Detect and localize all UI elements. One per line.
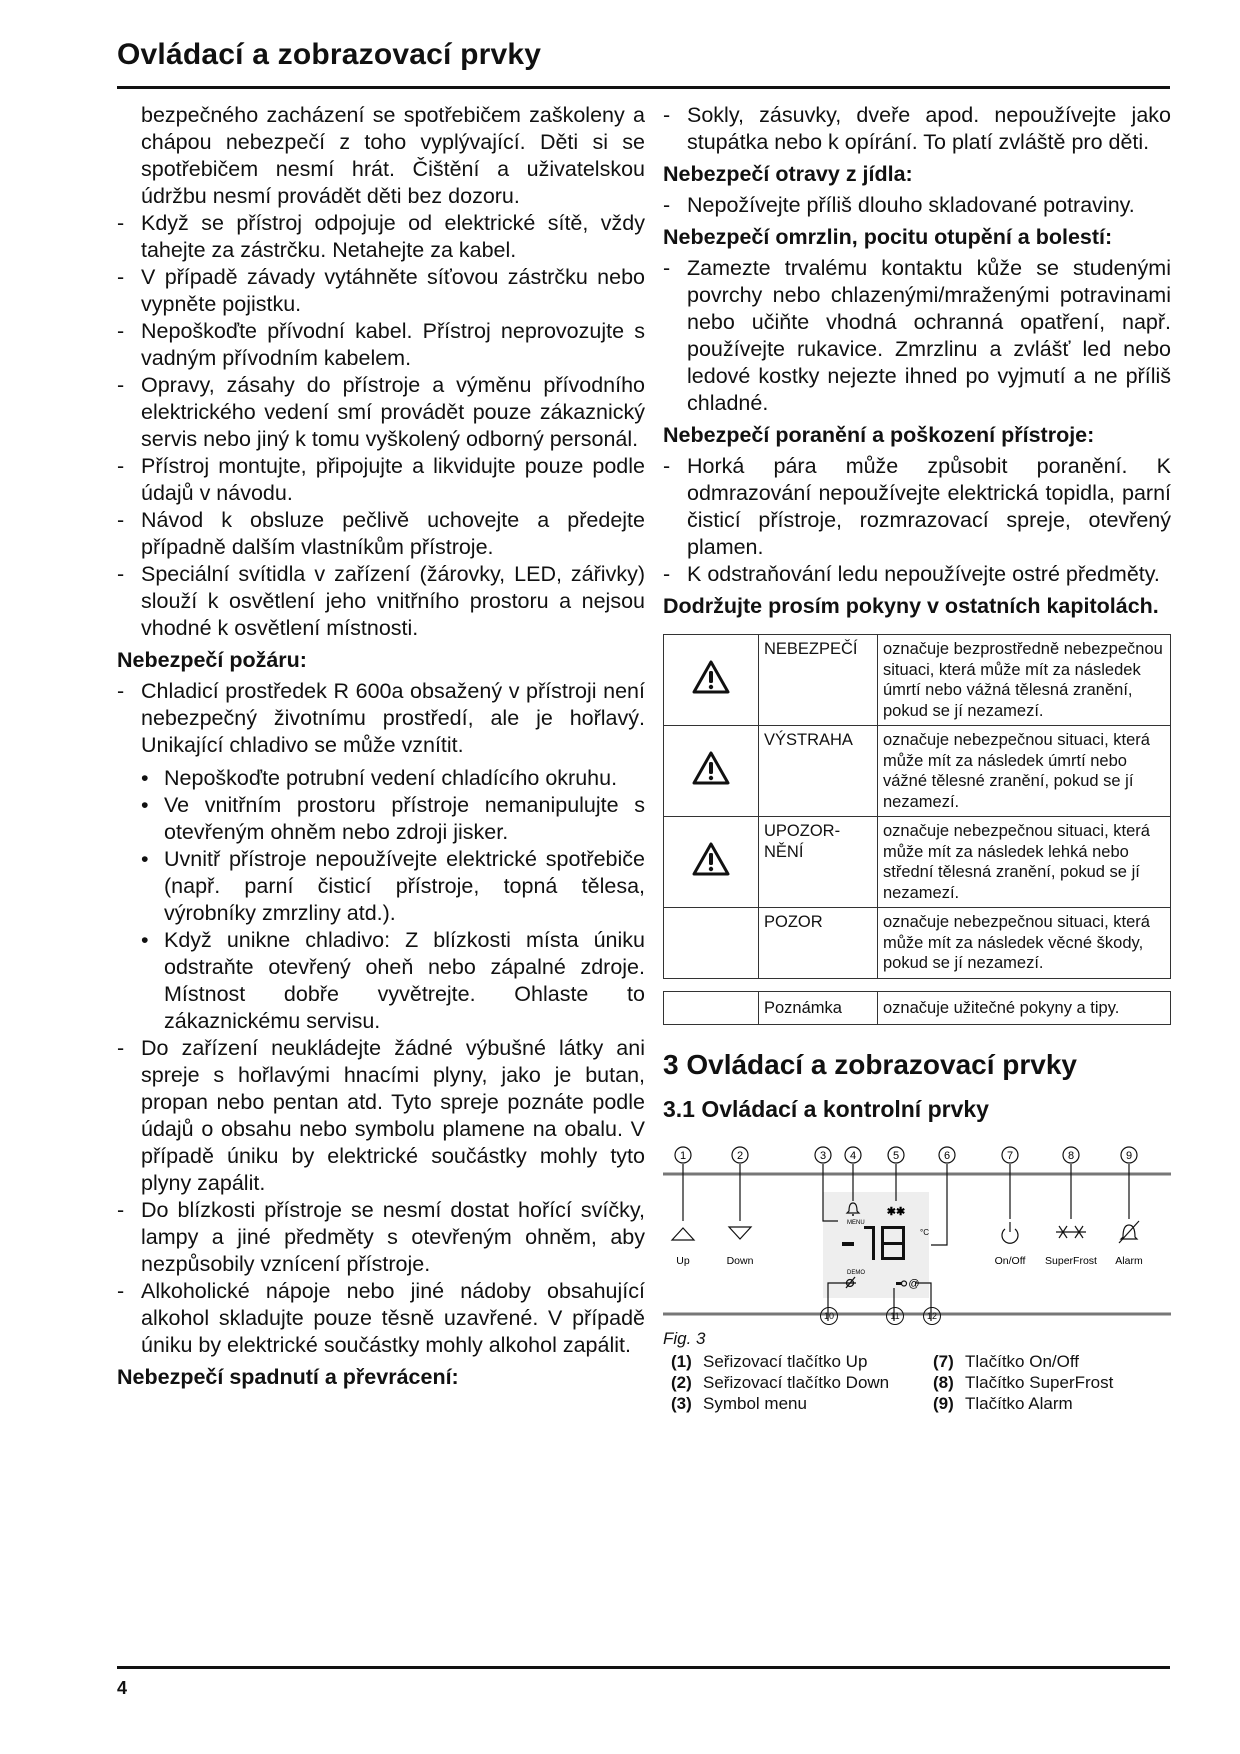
bottom-callouts (663, 1307, 1171, 1325)
warning-triangle-icon (691, 750, 731, 786)
signal-description: označuje nebezpečnou situaci, která může mít za následek úmrtí nebo vážné tělesné zranění, pokud se jí nezamezí. (878, 726, 1171, 817)
control-panel-figure (663, 1131, 1171, 1321)
legend-item: (1) Seřizovací tlačítko Up (671, 1352, 868, 1371)
warning-triangle-icon (691, 841, 731, 877)
table-row (664, 635, 1171, 726)
bullet-item: • Ve vnitřním prostoru přístroje nemanipulujte s otevřeným ohněm nebo zdroji jisker. (141, 793, 645, 844)
list-item: - Návod k obsluze pečlivě uchovejte a předejte případně dalším vlastníkům přístroje. (117, 508, 645, 559)
callout-4 (845, 1147, 861, 1163)
list-item: - Speciální svítidla v zařízení (žárovky, LED, zářivky) slouží k osvětlení jeho vnitřního prostoru a nejsou vhodné k osvětlení místnosti. (117, 562, 645, 640)
svg-text:9: 9 (1125, 1150, 1133, 1162)
fire-hazard-heading: Nebezpečí požáru: (117, 648, 307, 672)
svg-text:7: 7 (1006, 1150, 1014, 1162)
intro-paragraph: bezpečného zacházení se spotřebičem zaškoleny a chápou nebezpečí z toho vyplývající. Děti si se spotřebičem nesmí hrát. Čištění a uživatelskou údržbu nesmí provádět děti bez dozoru. (141, 103, 645, 208)
signal-description: označuje bezprostředně nebezpečnou situaci, která může mít za následek úmrtí nebo vážná tělesná zranění, pokud se jí nezamezí. (878, 635, 1171, 726)
list-item: - Zamezte trvalému kontaktu kůže se studenými povrchy nebo chlazenými/mraženými potravinami nebo učiňte vhodná ochranná opatření, např. používejte rukavice. Zmrzlinu a zvlášť led nebo ledové kostky nejezte ihned po vyjmutí a ne příliš chladné. (663, 256, 1171, 415)
superfrost-icon (1056, 1226, 1086, 1238)
svg-text:6: 6 (943, 1150, 951, 1162)
svg-text:2: 2 (736, 1150, 744, 1162)
page-header-title: Ovládací a zobrazovací prvky (117, 38, 542, 71)
list-item: - K odstraňování ledu nepoužívejte ostré předměty. (663, 562, 1160, 586)
signal-description: označuje nebezpečnou situaci, která může mít za následek věcné škody, pokud se jí nezamezí. (878, 908, 1171, 979)
list-item: - V případě závady vytáhněte síťovou zástrčku nebo vypněte pojistku. (117, 265, 645, 316)
note-description: označuje užitečné pokyny a tipy. (878, 991, 1171, 1025)
page-number: 4 (117, 1678, 128, 1698)
list-item: - Sokly, zásuvky, dveře apod. nepoužívejte jako stupátka nebo k opírání. To platí zvláště pro děti. (663, 103, 1171, 154)
safety-list (117, 210, 645, 642)
callout-6 (939, 1147, 955, 1163)
callout-12: 12 (923, 1307, 941, 1325)
table-row (664, 817, 1171, 908)
callout-3 (815, 1147, 831, 1163)
signal-word: POZOR (759, 908, 878, 979)
up-label: Up (676, 1255, 690, 1267)
injury-hazard-heading: Nebezpečí poranění a poškození přístroje: (663, 423, 1095, 447)
callout-1 (675, 1147, 691, 1163)
callout-9 (1121, 1147, 1137, 1163)
list-item: - Do zařízení neukládejte žádné výbušné látky ani spreje s hořlavými hnacími plyny, jako je butan, propan nebo pentan atd. Tyto spreje poznáte podle údajů o obsahu nebo symbolu plamene na obalu. V případě úniku by elektrické součástky mohly tyto plyny zapálit. (117, 1036, 645, 1195)
left-column (117, 102, 645, 1395)
note-word: Poznámka (759, 991, 878, 1025)
right-column (663, 102, 1171, 1415)
down-button-icon (729, 1227, 751, 1239)
legend-item: (3) Symbol menu (671, 1394, 807, 1413)
signal-word: NEBEZPEČÍ (759, 635, 878, 726)
section-heading: 3 Ovládací a zobrazovací prvky (663, 1049, 1077, 1080)
fire-bullet-list (117, 765, 645, 1035)
callout-7 (1002, 1147, 1018, 1163)
poison-hazard-heading: Nebezpečí otravy z jídla: (663, 162, 913, 186)
list-item: - Chladicí prostředek R 600a obsažený v přístroji není nebezpečný životnímu prostředí, ale je hořlavý. Unikající chladivo se může vznítit. (117, 679, 645, 757)
legend-item: (2) Seřizovací tlačítko Down (671, 1373, 890, 1392)
footer-rule (117, 1666, 1170, 1669)
svg-text:1: 1 (679, 1150, 687, 1162)
bullet-item: • Nepoškoďte potrubní vedení chladícího okruhu. (141, 766, 618, 790)
svg-text:4: 4 (849, 1150, 857, 1162)
power-icon (1002, 1222, 1018, 1243)
signal-description: označuje nebezpečnou situaci, která může mít za následek lehká nebo střední tělesná zranění, pokud se jí nezamezí. (878, 817, 1171, 908)
svg-text:5: 5 (892, 1150, 900, 1162)
superfrost-label: SuperFrost (1045, 1255, 1097, 1267)
header-rule (117, 86, 1170, 89)
svg-text:8: 8 (1067, 1150, 1075, 1162)
demo-label: DEMO (847, 1270, 865, 1276)
unit-label: °C (920, 1228, 929, 1237)
svg-text:3: 3 (819, 1150, 827, 1162)
at-symbol: @ (908, 1278, 920, 1290)
table-row (664, 991, 1171, 1025)
callout-10: 10 (820, 1307, 838, 1325)
onoff-label: On/Off (994, 1255, 1026, 1267)
fall-hazard-heading: Nebezpečí spadnutí a převrácení: (117, 1365, 459, 1389)
list-item: - Nepožívejte příliš dlouho skladované potraviny. (663, 193, 1135, 217)
list-item: - Přístroj montujte, připojujte a likvidujte pouze podle údajů v návodu. (117, 454, 645, 505)
list-item: - Do blízkosti přístroje se nesmí dostat hořící svíčky, lampy a jiné předměty s otevřeným ohněm, aby nezpůsobily vznícení přístroje. (117, 1198, 645, 1276)
callout-11: 11 (886, 1307, 904, 1325)
callout-8 (1063, 1147, 1079, 1163)
up-button-icon (672, 1228, 694, 1240)
callout-5 (888, 1147, 904, 1163)
legend-item: (9) Tlačítko Alarm (933, 1394, 1073, 1413)
down-label: Down (726, 1255, 754, 1267)
figure-legend (663, 1352, 1171, 1415)
legend-item: (8) Tlačítko SuperFrost (933, 1373, 1114, 1392)
note-table (663, 991, 1171, 1026)
observe-instructions-heading: Dodržujte prosím pokyny v ostatních kapitolách. (663, 594, 1159, 618)
minus-segment (842, 1242, 854, 1246)
list-item: - Nepoškoďte přívodní kabel. Přístroj neprovozujte s vadným přívodním kabelem. (117, 319, 645, 370)
legend-item: (7) Tlačítko On/Off (933, 1352, 1080, 1371)
signal-word: UPOZOR-NĚNÍ (759, 817, 878, 908)
list-item: - Opravy, zásahy do přístroje a výměnu přívodního elektrického vedení smí provádět pouze zákaznický servis nebo jiný k tomu vyškolený odborný personál. (117, 373, 645, 451)
bullet-item: • Když unikne chladivo: Z blízkosti místa úniku odstraňte otevřený oheň nebo zápalné zdroje. Místnost dobře vyvětrejte. Ohlaste to zákaznickému servisu. (141, 928, 645, 1033)
callout-2 (732, 1147, 748, 1163)
superfrost-display-symbol: ✱✱ (886, 1206, 906, 1218)
list-item: - Horká pára může způsobit poranění. K odmrazování nepoužívejte elektrická topidla, parní čisticí přístroje, rozmrazovací spreje, otevřený plamen. (663, 454, 1171, 559)
bullet-item: • Uvnitř přístroje nepoužívejte elektrické spotřebiče (např. parní čisticí přístroje, topná tělesa, výrobníky zmrzliny atd.). (141, 847, 645, 925)
signal-word: VÝSTRAHA (759, 726, 878, 817)
table-row (664, 908, 1171, 979)
menu-label: MENU (847, 1220, 865, 1226)
warning-triangle-icon (691, 659, 731, 695)
frost-hazard-heading: Nebezpečí omrzlin, pocitu otupění a bolestí: (663, 225, 1113, 249)
alarm-off-icon (1119, 1221, 1139, 1243)
alarm-label: Alarm (1115, 1255, 1143, 1267)
subsection-heading: 3.1 Ovládací a kontrolní prvky (663, 1096, 989, 1122)
list-item: - Když se přístroj odpojuje od elektrické sítě, vždy tahejte za zástrčku. Netahejte za kabel. (117, 211, 645, 262)
figure-caption: Fig. 3 (663, 1329, 706, 1348)
table-row (664, 726, 1171, 817)
signal-word-table (663, 634, 1171, 979)
list-item: - Alkoholické nápoje nebo jiné nádoby obsahující alkohol skladujte pouze těsně uzavřené. V případě úniku by elektrické součástky mohly alkohol zapálit. (117, 1279, 645, 1357)
